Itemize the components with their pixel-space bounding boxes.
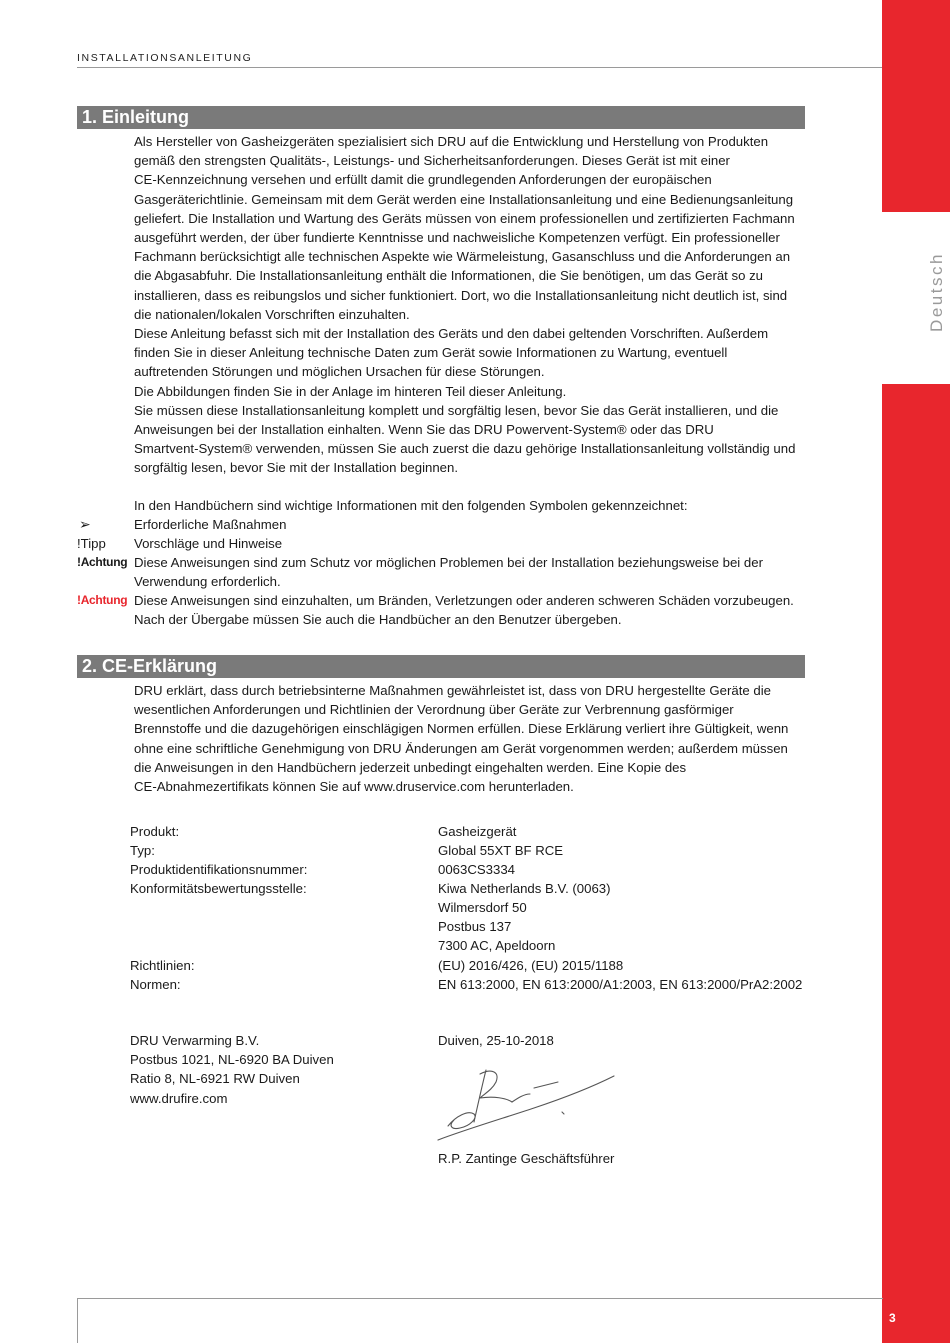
text-line: Als Hersteller von Gasheizgeräten spezialisiert sich DRU auf die Entwicklung und Herstellung von Produkten xyxy=(134,134,769,149)
declaration-row xyxy=(130,917,830,936)
text-line: Brennstoffe und die dazugehörigen einschlägigen Normen erfüllen. Diese Erklärung verliert ihre Gültigkeit, wenn xyxy=(134,721,789,737)
declaration-label: Typ: xyxy=(130,843,155,858)
text-line: Gasgeräterichtlinie. Gemeinsam mit dem Gerät werden eine Installationsanleitung und eine Bedienungsanleitung xyxy=(134,191,794,207)
page-number: 3 xyxy=(889,1311,896,1325)
declaration-value: Postbus 137 xyxy=(438,919,512,934)
symbol-description: Vorschläge und Hinweise xyxy=(134,536,283,551)
text-line: die Anweisungen in den Handbüchern jederzeit unbedingt eingehalten werden. Eine Kopie des xyxy=(134,759,687,775)
text-line: Die Abbildungen finden Sie in der Anlage im hinteren Teil dieser Anleitung. xyxy=(134,383,567,399)
symbol-description xyxy=(134,553,806,591)
text-line: Verwendung erforderlich. xyxy=(134,574,281,590)
text-line: Fachmann berücksichtigt alle technischen Aspekte wie Wärmeleistung, Gasanschluss und die Anforderungen an xyxy=(134,249,791,265)
declaration-value: 0063CS3334 xyxy=(438,862,515,877)
symbol-description: Erforderliche Maßnahmen xyxy=(134,517,287,532)
warning-marker: !Achtung xyxy=(77,593,128,607)
declaration-label: Richtlinien: xyxy=(130,958,195,973)
text-line: finden Sie in dieser Anleitung technische Daten zum Gerät sowie Informationen zu Wartung, eventuell xyxy=(134,345,728,361)
text-line: installieren, dass es reibungslos und sicher funktioniert. Dort, wo die Installationsanleitung nicht deutlich ist, sind xyxy=(134,287,788,303)
text-line: sorgfältig lesen, bevor Sie mit der Installation beginnen. xyxy=(134,460,459,476)
side-tab-top xyxy=(882,0,950,212)
text-line: Diese Anleitung befasst sich mit der Installation des Geräts und den dabei geltenden Vorschriften. Außerdem xyxy=(134,326,769,342)
declaration-row xyxy=(130,956,830,975)
declaration-value: Gasheizgerät xyxy=(438,824,517,839)
text-line: DRU erklärt, dass durch betriebsinterne Maßnahmen gewährleistet ist, dass von DRU hergestellte Geräte die xyxy=(134,683,771,698)
place-and-date: Duiven, 25-10-2018 xyxy=(438,1033,554,1048)
declaration-row xyxy=(130,898,830,917)
text-line: auftretenden Störungen und möglichen Ursachen für diese Störungen. xyxy=(134,364,545,380)
intro-paragraph xyxy=(134,132,806,478)
address-line: Ratio 8, NL-6921 RW Duiven xyxy=(130,1071,300,1087)
address-line: Postbus 1021, NL-6920 BA Duiven xyxy=(130,1052,334,1068)
declaration-row xyxy=(130,841,830,860)
text-line: wesentlichen Anforderungen und Richtlinien der Verordnung über Geräte zur Verbrennung gasförmiger xyxy=(134,702,734,718)
company-address xyxy=(130,1031,334,1108)
signature-image xyxy=(434,1064,620,1146)
symbol-description: Diese Anweisungen sind einzuhalten, um Bränden, Verletzungen oder anderen schweren Schäden vorzubeugen. xyxy=(134,593,794,608)
side-tab-bottom xyxy=(882,384,950,1343)
declaration-label: Produktidentifikationsnummer: xyxy=(130,862,308,877)
declaration-label: Produkt: xyxy=(130,824,180,839)
text-line: CE-Kennzeichnung versehen und erfüllt damit die grundlegenden Anforderungen der europäischen xyxy=(134,172,712,188)
handover-note: Nach der Übergabe müssen Sie auch die Handbücher an den Benutzer übergeben. xyxy=(134,612,622,627)
section-heading-ce: 2. CE-Erklärung xyxy=(77,655,805,678)
symbols-intro: In den Handbüchern sind wichtige Informationen mit den folgenden Symbolen gekennzeichnet: xyxy=(134,498,688,513)
text-line: ausgeführt werden, der über fundierte Kenntnisse und nachweisliche Kompetenzen verfügt. Ein professioneller xyxy=(134,230,780,246)
footer-divider-tick xyxy=(77,1298,78,1343)
text-line: gemäß den strengsten Qualitäts-, Leistungs- und Sicherheitsanforderungen. Dieses Gerät ist mit einer xyxy=(134,153,730,169)
footer-divider xyxy=(77,1298,883,1299)
declaration-label: Normen: xyxy=(130,977,181,992)
text-line: die Abgasabfuhr. Die Installationsanleitung enthält die Informationen, die Sie benötigen, um das Gerät so zu xyxy=(134,268,764,284)
declaration-value: Wilmersdorf 50 xyxy=(438,900,527,915)
running-header: INSTALLATIONSANLEITUNG xyxy=(77,52,253,64)
arrow-icon: ➢ xyxy=(79,516,91,532)
declaration-value: 7300 AC, Apeldoorn xyxy=(438,938,556,953)
ce-paragraph xyxy=(134,681,806,796)
declaration-row xyxy=(130,879,830,898)
declaration-row xyxy=(130,822,830,841)
text-line: ohne eine schriftliche Genehmigung von DRU Änderungen am Gerät vorgenommen werden; außerdem müssen xyxy=(134,740,788,756)
tip-marker: !Tipp xyxy=(77,536,106,551)
declaration-row xyxy=(130,860,830,879)
declaration-row xyxy=(130,975,830,994)
text-line: CE-Abnahmezertifikats können Sie auf www.druservice.com herunterladen. xyxy=(134,779,574,795)
section-heading-einleitung: 1. Einleitung xyxy=(77,106,805,129)
text-line: Sie müssen diese Installationsanleitung komplett und sorgfältig lesen, bevor Sie das Gerät installieren, und die xyxy=(134,402,779,418)
text-line: die nationalen/lokalen Vorschriften einzuhalten. xyxy=(134,306,410,322)
header-divider xyxy=(77,67,927,68)
language-tab-label: Deutsch xyxy=(927,252,946,332)
declaration-value: Global 55XT BF RCE xyxy=(438,843,564,858)
text-line: Smartvent-System® verwenden, müssen Sie auch zuerst die dazu gehörige Installationsanleitung vollständig und xyxy=(134,441,796,457)
text-line: Anweisungen bei der Installation einhalten. Wenn Sie das DRU Powervent-System® oder das DRU xyxy=(134,422,714,438)
text-line: Diese Anweisungen sind zum Schutz vor möglichen Problemen bei der Installation beziehungsweise bei der xyxy=(134,555,763,570)
caution-marker: !Achtung xyxy=(77,555,128,569)
text-line: geliefert. Die Installation und Wartung des Geräts müssen von einem professionellen und zertifizierten Fachmann xyxy=(134,210,795,226)
declaration-value: Kiwa Netherlands B.V. (0063) xyxy=(438,881,611,896)
declaration-value: (EU) 2016/426, (EU) 2015/1188 xyxy=(438,958,624,973)
website-link[interactable]: www.drufire.com xyxy=(130,1090,228,1106)
address-line: DRU Verwarming B.V. xyxy=(130,1033,260,1048)
declaration-row xyxy=(130,936,830,955)
declaration-value: EN 613:2000, EN 613:2000/A1:2003, EN 613:2000/PrA2:2002 xyxy=(438,977,803,992)
declaration-label: Konformitätsbewertungsstelle: xyxy=(130,881,307,896)
signer-name: R.P. Zantinge Geschäftsführer xyxy=(438,1151,615,1166)
